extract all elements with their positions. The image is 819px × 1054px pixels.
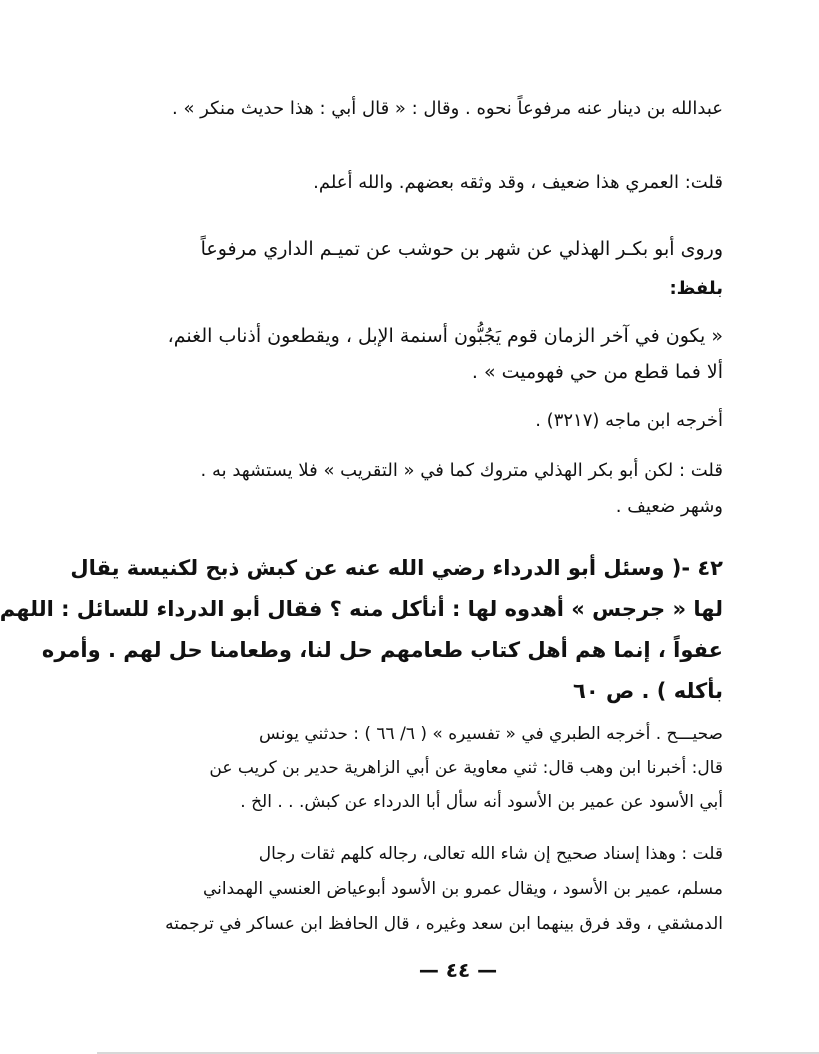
text-line-10: ٤٢ -( وسئل أبو الدرداء رضي الله عنه عن كبش ذبح لكنيسة يقال	[70, 556, 723, 580]
text-line-6: ألا فما قطع من حي فهوميت » .	[471, 361, 723, 383]
text-line-17: قلت : وهذا إسناد صحيح إن شاء الله تعالى، رجاله كلهم ثقات رجال	[258, 844, 723, 864]
text-line-16: أبي الأسود عن عمير بن الأسود أنه سأل أبا الدرداء عن كبش. . . الخ .	[240, 792, 723, 812]
text-line-2: قلت: العمري هذا ضعيف ، وقد وثقه بعضهم. والله أعلم.	[313, 172, 723, 193]
text-line-12: عفواً ، إنما هم أهل كتاب طعامهم حل لنا، وطعامنا حل لهم . وأمره	[41, 638, 723, 662]
text-line-14: صحيـــح . أخرجه الطبري في « تفسيره » ( ٦/ ٦٦ ) : حدثني يونس	[259, 724, 723, 744]
text-line-15: قال: أخبرنا ابن وهب قال: ثني معاوية عن أبي الزاهرية حدير بن كريب عن	[209, 758, 723, 778]
text-line-11: لها « جرجس » أهدوه لها : أنأكل منه ؟ فقال أبو الدرداء للسائل : اللهم	[0, 597, 723, 621]
text-line-1: عبدالله بن دينار عنه مرفوعاً نحوه . وقال : « قال أبي : هذا حديث منكر » .	[172, 98, 723, 119]
text-line-7: أخرجه ابن ماجه (٣٢١٧) .	[535, 410, 723, 431]
text-line-18: مسلم، عمير بن الأسود ، ويقال عمرو بن الأسود أبوعياض العنسي الهمداني	[202, 879, 723, 899]
text-line-13: بأكله ) . ص ٦٠	[573, 679, 723, 703]
page-number: — ٤٤ —	[418, 958, 498, 982]
text-line-3: وروى أبو بكـر الهذلي عن شهر بن حوشب عن تميـم الداري مرفوعاً	[200, 238, 723, 260]
text-line-8: قلت : لكن أبو بكر الهذلي متروك كما في « التقريب » فلا يستشهد به .	[200, 460, 723, 481]
text-line-4: بلفظ:	[669, 278, 723, 299]
text-line-9: وشهر ضعيف .	[615, 496, 723, 517]
text-line-5: « يكون في آخر الزمان قوم يَجُبُّون أسنمة الإبل ، ويقطعون أذناب الغنم،	[167, 325, 723, 347]
text-line-19: الدمشقي ، وقد فرق بينهما ابن سعد وغيره ، قال الحافظ ابن عساكر في ترجمته	[165, 914, 723, 934]
